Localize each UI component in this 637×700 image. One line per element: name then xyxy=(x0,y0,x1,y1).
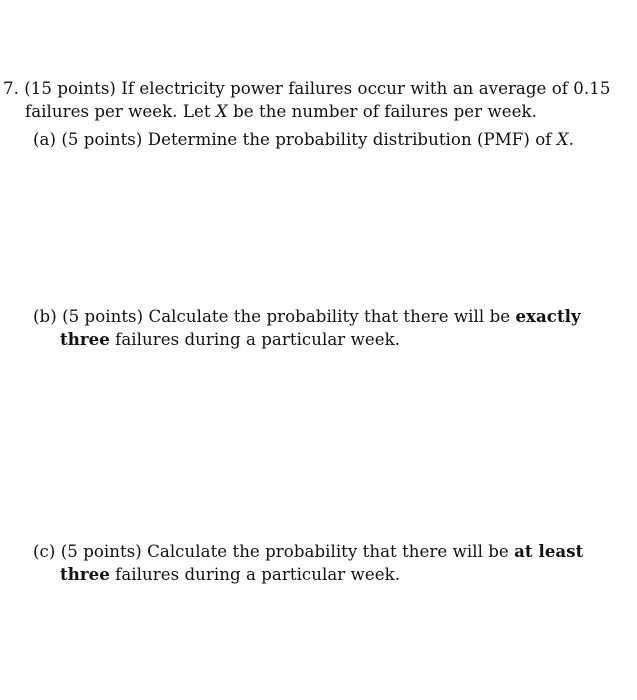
part-b-text: failures during a particular week. xyxy=(115,330,401,349)
part-c-label: (c) xyxy=(33,542,56,561)
part-c-emphasis: three xyxy=(60,564,110,584)
part-c-text: Calculate the probability that there will be xyxy=(147,542,509,561)
part-a xyxy=(33,129,574,151)
problem-stem-text: If electricity power failures occur with an average of 0.15 xyxy=(121,79,611,98)
part-b-points: (5 points) xyxy=(62,307,144,326)
part-c-line-1 xyxy=(33,540,583,563)
part-c-emphasis: at least xyxy=(514,541,584,561)
part-c-points: (5 points) xyxy=(60,542,142,561)
variable-x: X xyxy=(556,130,569,149)
part-c-text: failures during a particular week. xyxy=(115,565,401,584)
part-b-line-2 xyxy=(60,328,400,351)
part-a-text: Determine the probability distribution (PMF) of xyxy=(147,130,552,149)
part-b-label: (b) xyxy=(33,307,57,326)
part-b-line-1 xyxy=(33,305,581,328)
part-a-label: (a) xyxy=(33,130,56,149)
part-b-emphasis: three xyxy=(60,329,110,349)
part-a-period: . xyxy=(568,130,574,149)
problem-7-line-2 xyxy=(25,101,537,123)
problem-7-line-1 xyxy=(3,78,610,100)
part-b-text: Calculate the probability that there will be xyxy=(148,307,511,326)
problem-points: (15 points) xyxy=(24,79,116,98)
problem-stem-text: failures per week. Let xyxy=(25,102,211,121)
part-a-points: (5 points) xyxy=(61,130,143,149)
part-c-line-2 xyxy=(60,563,400,586)
part-b-emphasis: exactly xyxy=(515,306,581,326)
variable-x: X xyxy=(215,102,228,121)
problem-stem-text: be the number of failures per week. xyxy=(233,102,537,121)
problem-number: 7. xyxy=(3,79,19,98)
